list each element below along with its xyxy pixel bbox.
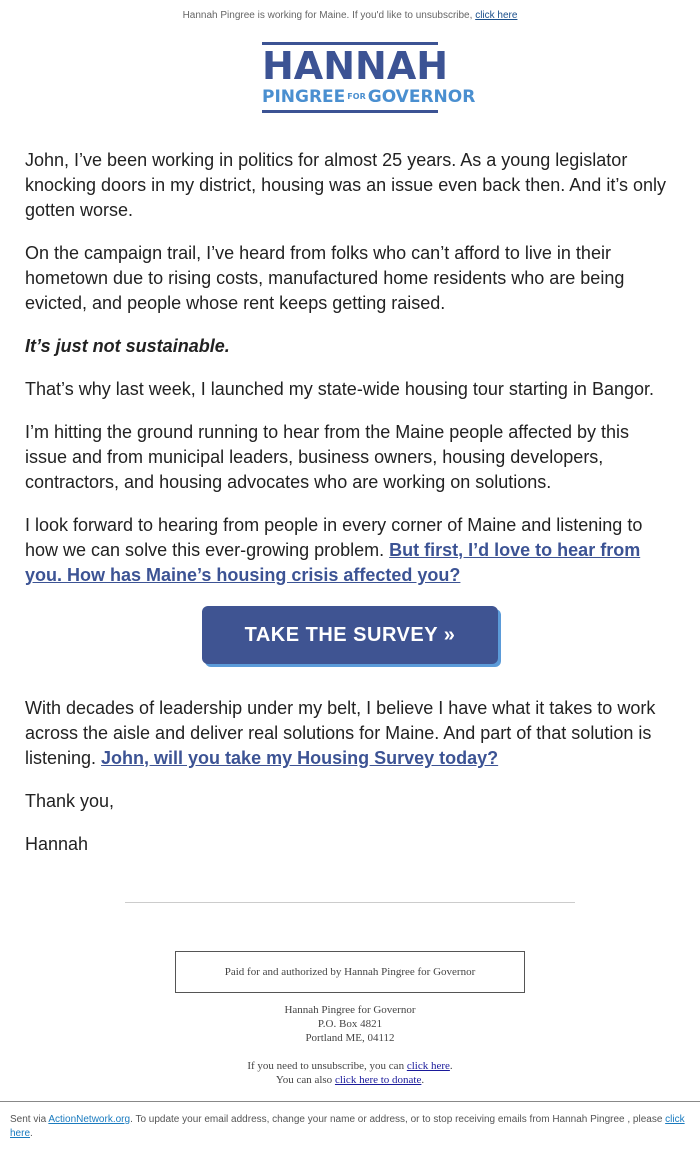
survey-inline-link[interactable]: But first, I’d love to hear from you. How has Maine’s housing crisis affected you?	[25, 540, 641, 585]
paragraph-2: On the campaign trail, I’ve heard from folks who can’t afford to live in their hometown due to rising costs, manufactured home residents who are being evicted, and people whose rent keeps getting raised.	[25, 243, 625, 313]
cta-container	[25, 606, 675, 672]
closing: Thank you,	[25, 791, 115, 811]
paragraph-1: John, I’ve been working in politics for almost 25 years. As a young legislator knocking doors in my district, housing was an issue even back then. And it’s only gotten worse.	[25, 150, 667, 220]
signature: Hannah	[25, 834, 89, 854]
footer-address	[0, 1003, 700, 1087]
sent-via-notice	[10, 1113, 692, 1141]
logo-bottom-rule	[262, 110, 438, 113]
donate-end: .	[421, 1074, 425, 1086]
logo-last: GOVERNOR	[367, 87, 476, 107]
paragraph-7-text: With decades of leadership under my belt, I believe I have what it takes to work across the aisle and deliver real solutions for Maine. And part of that solution is listening.	[25, 698, 656, 768]
paragraph-5: I’m hitting the ground running to hear from the Maine people affected by this issue and from municipal leaders, business owners, housing developers, contractors, and housing advocates who are working on solutions.	[25, 422, 630, 492]
sent-via-middle: . To update your email address, change your name or address, or to stop receiving emails from Hannah Pingree , please	[130, 1114, 666, 1125]
footer-unsubscribe	[0, 1059, 700, 1073]
footer-separator	[0, 1101, 700, 1102]
donate-text: You can also	[275, 1074, 335, 1086]
emphasis-line: It’s just not sustainable.	[25, 336, 230, 356]
paragraph-6	[25, 513, 675, 588]
email-body	[25, 148, 675, 875]
campaign-logo	[262, 42, 476, 114]
footer-gap	[0, 1045, 700, 1059]
logo-subtitle	[262, 87, 476, 107]
unsubscribe-text: If you need to unsubscribe, you can	[247, 1060, 407, 1072]
sent-via-prefix: Sent via	[10, 1114, 49, 1125]
housing-survey-link[interactable]: John, will you take my Housing Survey today?	[101, 748, 499, 768]
content-divider	[125, 902, 575, 903]
logo-for: FOR	[347, 92, 366, 101]
take-survey-button[interactable]: TAKE THE SURVEY »	[202, 606, 498, 664]
paragraph-7	[25, 696, 675, 771]
paragraph-6-text: I look forward to hearing from people in every corner of Maine and listening to how we can solve this ever-growing problem.	[25, 515, 643, 560]
logo-name: HANNAH	[262, 44, 449, 88]
footer-city: Portland ME, 04112	[305, 1032, 395, 1044]
logo-first: PINGREE	[262, 87, 346, 107]
unsubscribe-end: .	[449, 1060, 453, 1072]
donate-link[interactable]: click here to donate	[334, 1074, 422, 1086]
top-unsubscribe-link[interactable]: click here	[475, 10, 518, 21]
paragraph-4: That’s why last week, I launched my state-wide housing tour starting in Bangor.	[25, 379, 654, 399]
footer-po-box: P.O. Box 4821	[317, 1018, 383, 1030]
footer-org: Hannah Pingree for Governor	[284, 1004, 416, 1016]
top-notice-text: Hannah Pingree is working for Maine. If you'd like to unsubscribe,	[182, 10, 476, 21]
actionnetwork-link[interactable]: ActionNetwork.org	[48, 1114, 131, 1125]
sent-via-end: .	[30, 1128, 33, 1139]
footer-unsubscribe-link[interactable]: click here	[406, 1060, 450, 1072]
update-preferences-link[interactable]: click here	[10, 1114, 685, 1139]
paid-for-box: Paid for and authorized by Hannah Pingree for Governor	[175, 951, 525, 993]
footer-donate	[0, 1073, 700, 1087]
top-notice	[0, 10, 700, 21]
